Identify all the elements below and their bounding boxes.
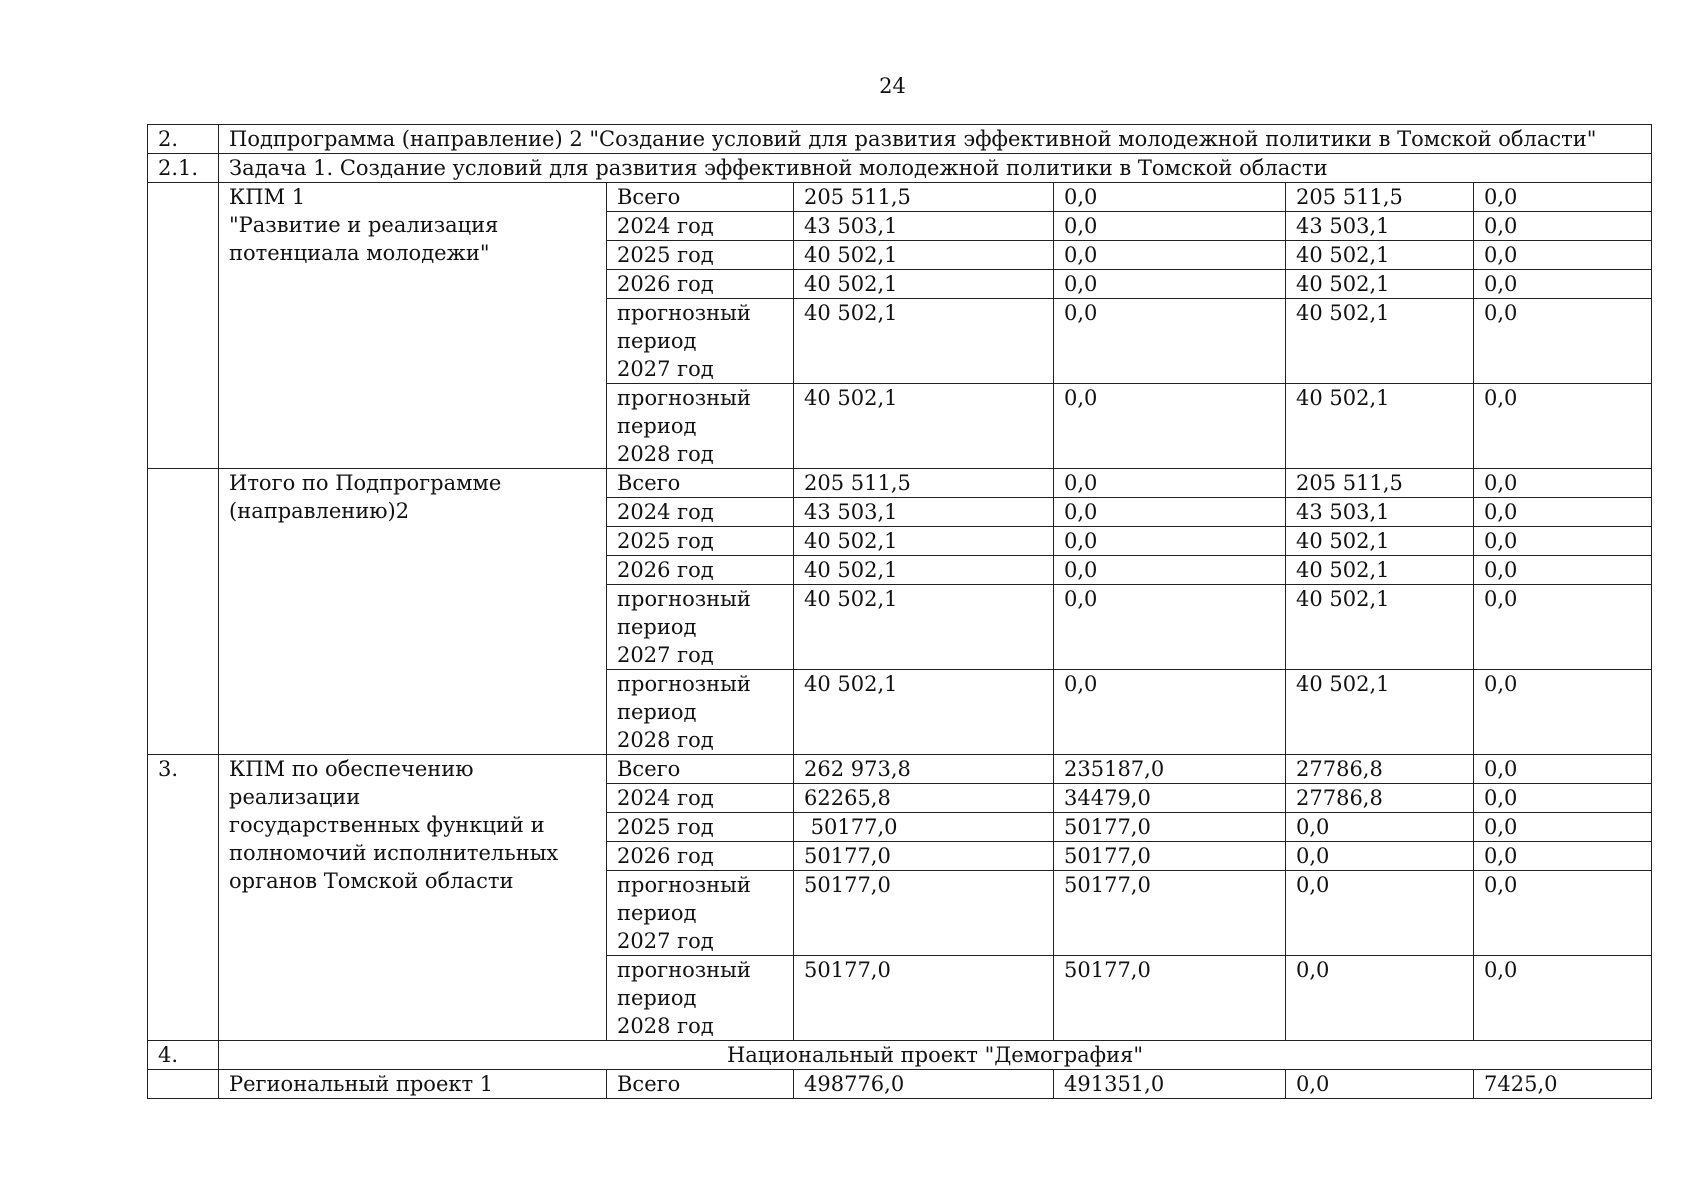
row-number: 2.1. [148, 154, 219, 183]
program-name [219, 755, 607, 1041]
value-cell-v1: 205 511,5 [794, 183, 1054, 212]
value-cell-v1: 40 502,1 [794, 299, 1054, 384]
table-row [148, 1070, 1652, 1099]
value-cell-v2: 0,0 [1054, 469, 1286, 498]
period-cell [607, 956, 794, 1041]
value-cell-v4: 0,0 [1474, 842, 1652, 871]
period-cell [607, 498, 794, 527]
period-cell [607, 469, 794, 498]
value-cell-v3: 0,0 [1286, 1070, 1474, 1099]
period-line: 2024 год [617, 786, 714, 810]
value-cell-v2: 0,0 [1054, 556, 1286, 585]
period-line: 2025 год [617, 529, 714, 553]
value-cell-v3: 40 502,1 [1286, 384, 1474, 469]
program-name-line: полномочий исполнительных [229, 841, 559, 865]
period-line: период [617, 901, 697, 925]
period-line: период [617, 329, 697, 353]
value-cell-v1: 40 502,1 [794, 556, 1054, 585]
value-cell-v4: 0,0 [1474, 527, 1652, 556]
period-line: 2025 год [617, 243, 714, 267]
value-cell-v2: 34479,0 [1054, 784, 1286, 813]
value-cell-v2: 50177,0 [1054, 871, 1286, 956]
period-line: 2026 год [617, 844, 714, 868]
period-line: Всего [617, 757, 681, 781]
program-name: Региональный проект 1 [219, 1070, 607, 1099]
table-row [148, 183, 1652, 212]
value-cell-v3: 43 503,1 [1286, 498, 1474, 527]
program-name-line: органов Томской области [229, 869, 514, 893]
value-cell-v3: 40 502,1 [1286, 241, 1474, 270]
program-name-line: потенциала молодежи" [229, 241, 490, 265]
period-cell [607, 842, 794, 871]
period-cell [607, 212, 794, 241]
period-cell [607, 183, 794, 212]
table-row [148, 469, 1652, 498]
period-line: 2026 год [617, 272, 714, 296]
value-cell-v4: 0,0 [1474, 469, 1652, 498]
period-line: 2026 год [617, 558, 714, 582]
table-row [148, 1041, 1652, 1070]
period-line: 2024 год [617, 500, 714, 524]
period-line: прогнозный [617, 672, 751, 696]
value-cell-v4: 0,0 [1474, 212, 1652, 241]
subprogram-title: Подпрограмма (направление) 2 "Создание условий для развития эффективной молодежной политики в Томской области" [219, 125, 1652, 154]
value-cell-v4: 0,0 [1474, 784, 1652, 813]
value-cell-v1: 40 502,1 [794, 241, 1054, 270]
row-number: 4. [148, 1041, 219, 1070]
value-cell-v4: 0,0 [1474, 241, 1652, 270]
value-cell-v4: 0,0 [1474, 585, 1652, 670]
value-cell-v2: 0,0 [1054, 299, 1286, 384]
value-cell-v1: 40 502,1 [794, 384, 1054, 469]
period-line: 2027 год [617, 357, 714, 381]
period-cell [607, 871, 794, 956]
value-cell-v3: 40 502,1 [1286, 670, 1474, 755]
program-name-line: КПМ по обеспечению реализации [229, 757, 474, 809]
value-cell-v4: 0,0 [1474, 299, 1652, 384]
value-cell-v1: 62265,8 [794, 784, 1054, 813]
period-line: период [617, 700, 697, 724]
program-name [219, 183, 607, 469]
value-cell-v3: 27786,8 [1286, 784, 1474, 813]
value-cell-v2: 0,0 [1054, 670, 1286, 755]
period-cell [607, 755, 794, 784]
program-name-line: государственных функций и [229, 813, 545, 837]
value-cell-v4: 0,0 [1474, 871, 1652, 956]
value-cell-v2: 50177,0 [1054, 842, 1286, 871]
value-cell-v3: 40 502,1 [1286, 299, 1474, 384]
period-line: 2025 год [617, 815, 714, 839]
value-cell-v1: 50177,0 [794, 956, 1054, 1041]
program-name-line: (направлению)2 [229, 499, 410, 523]
value-cell-v2: 0,0 [1054, 241, 1286, 270]
period-line: период [617, 615, 697, 639]
period-cell [607, 585, 794, 670]
value-cell-v2: 0,0 [1054, 212, 1286, 241]
value-cell-v1: 205 511,5 [794, 469, 1054, 498]
period-cell [607, 556, 794, 585]
value-cell-v3: 43 503,1 [1286, 212, 1474, 241]
value-cell-v1: 43 503,1 [794, 498, 1054, 527]
value-cell-v3: 205 511,5 [1286, 469, 1474, 498]
period-line: период [617, 414, 697, 438]
value-cell-v2: 0,0 [1054, 384, 1286, 469]
value-cell-v3: 40 502,1 [1286, 556, 1474, 585]
period-cell [607, 527, 794, 556]
value-cell-v4: 0,0 [1474, 498, 1652, 527]
period-line: Всего [617, 185, 681, 209]
value-cell-v4: 0,0 [1474, 956, 1652, 1041]
period-cell [607, 784, 794, 813]
period-line: 2028 год [617, 1014, 714, 1038]
value-cell-v4: 0,0 [1474, 556, 1652, 585]
row-number [148, 469, 219, 755]
program-name [219, 469, 607, 755]
period-line: прогнозный [617, 386, 751, 410]
row-number [148, 1070, 219, 1099]
period-line: прогнозный [617, 873, 751, 897]
value-cell-v2: 235187,0 [1054, 755, 1286, 784]
period-cell [607, 813, 794, 842]
national-project-title: Национальный проект "Демография" [219, 1041, 1652, 1070]
value-cell-v3: 0,0 [1286, 871, 1474, 956]
period-line: 2027 год [617, 929, 714, 953]
table-row [148, 125, 1652, 154]
period-line: прогнозный [617, 301, 751, 325]
period-line: 2027 год [617, 643, 714, 667]
value-cell-v3: 0,0 [1286, 956, 1474, 1041]
row-number: 2. [148, 125, 219, 154]
period-cell [607, 241, 794, 270]
value-cell-v3: 27786,8 [1286, 755, 1474, 784]
period-cell [607, 299, 794, 384]
value-cell-v1: 40 502,1 [794, 270, 1054, 299]
value-cell-v4: 0,0 [1474, 270, 1652, 299]
table-row [148, 755, 1652, 784]
program-name-line: Итого по Подпрограмме [229, 471, 502, 495]
value-cell-v4: 0,0 [1474, 670, 1652, 755]
value-cell-v3: 40 502,1 [1286, 270, 1474, 299]
value-cell-v2: 491351,0 [1054, 1070, 1286, 1099]
value-cell-v2: 0,0 [1054, 183, 1286, 212]
program-name-line: КПМ 1 [229, 185, 306, 209]
period-cell [607, 270, 794, 299]
value-cell-v1: 50177,0 [794, 871, 1054, 956]
value-cell-v1: 40 502,1 [794, 527, 1054, 556]
value-cell-v2: 0,0 [1054, 498, 1286, 527]
period-cell: Всего [607, 1070, 794, 1099]
task-title: Задача 1. Создание условий для развития эффективной молодежной политики в Томской области [219, 154, 1652, 183]
value-cell-v3: 0,0 [1286, 813, 1474, 842]
value-cell-v2: 50177,0 [1054, 956, 1286, 1041]
value-cell-v3: 40 502,1 [1286, 527, 1474, 556]
table-row [148, 154, 1652, 183]
program-name-line: "Развитие и реализация [229, 213, 499, 237]
value-cell-v4: 0,0 [1474, 813, 1652, 842]
value-cell-v1: 262 973,8 [794, 755, 1054, 784]
period-line: 2024 год [617, 214, 714, 238]
period-line: прогнозный [617, 587, 751, 611]
period-line: 2028 год [617, 728, 714, 752]
period-line: период [617, 986, 697, 1010]
value-cell-v3: 205 511,5 [1286, 183, 1474, 212]
value-cell-v1: 40 502,1 [794, 670, 1054, 755]
budget-table [147, 124, 1652, 1099]
value-cell-v2: 50177,0 [1054, 813, 1286, 842]
value-cell-v1: 40 502,1 [794, 585, 1054, 670]
page-number: 24 [879, 74, 906, 98]
row-number [148, 183, 219, 469]
value-cell-v1: 50177,0 [794, 842, 1054, 871]
period-cell [607, 670, 794, 755]
value-cell-v4: 7425,0 [1474, 1070, 1652, 1099]
period-line: 2028 год [617, 442, 714, 466]
value-cell-v2: 0,0 [1054, 585, 1286, 670]
value-cell-v3: 0,0 [1286, 842, 1474, 871]
value-cell-v2: 0,0 [1054, 270, 1286, 299]
value-cell-v3: 40 502,1 [1286, 585, 1474, 670]
value-cell-v1: 498776,0 [794, 1070, 1054, 1099]
row-number: 3. [148, 755, 219, 1041]
value-cell-v1: 50177,0 [794, 813, 1054, 842]
period-cell [607, 384, 794, 469]
value-cell-v4: 0,0 [1474, 183, 1652, 212]
period-line: Всего [617, 471, 681, 495]
value-cell-v4: 0,0 [1474, 384, 1652, 469]
period-line: прогнозный [617, 958, 751, 982]
value-cell-v4: 0,0 [1474, 755, 1652, 784]
value-cell-v2: 0,0 [1054, 527, 1286, 556]
value-cell-v1: 43 503,1 [794, 212, 1054, 241]
